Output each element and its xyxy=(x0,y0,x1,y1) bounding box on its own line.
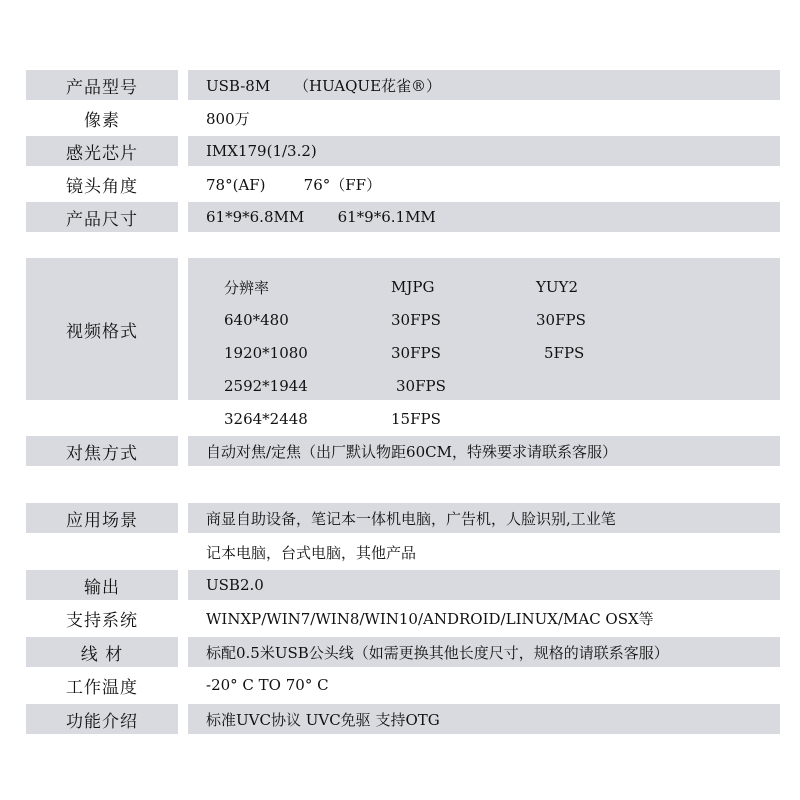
spec-row-size xyxy=(26,202,780,232)
label-applications: 应用场景 xyxy=(26,503,178,533)
spec-row-output xyxy=(26,570,780,600)
value-os: WINXP/WIN7/WIN8/WIN10/ANDROID/LINUX/MAC OSX等 xyxy=(206,609,654,628)
value-output: USB2.0 xyxy=(188,570,780,600)
video-mjpg-fps: 30FPS xyxy=(396,377,446,395)
video-line xyxy=(206,371,766,401)
spec-row-cable xyxy=(26,637,780,667)
label-model: 产品型号 xyxy=(26,70,178,100)
spec-row-lens-angle xyxy=(26,169,780,199)
video-yuy2-fps: 30FPS xyxy=(536,311,586,329)
value-applications-line2: 记本电脑，台式电脑，其他产品 xyxy=(206,543,417,562)
spec-row-sensor xyxy=(26,136,780,166)
label-cable: 线 材 xyxy=(26,637,178,667)
label-features: 功能介绍 xyxy=(26,704,178,734)
spec-row-features xyxy=(26,704,780,734)
spec-row-applications xyxy=(26,503,780,569)
label-video-format: 视频格式 xyxy=(26,258,178,400)
value-focus: 自动对焦/定焦（出厂默认物距60CM，特殊要求请联系客服） xyxy=(188,436,780,466)
value-applications-line1: 商显自助设备，笔记本一体机电脑，广告机，人脸识别,工业笔 xyxy=(188,503,780,533)
video-line xyxy=(206,404,766,434)
spec-row-focus xyxy=(26,436,780,466)
label-size: 产品尺寸 xyxy=(26,202,178,232)
video-mjpg-fps: 15FPS xyxy=(391,410,441,428)
video-last-line-cell xyxy=(188,404,780,434)
video-header-mjpg: MJPG xyxy=(391,278,435,296)
video-header-row xyxy=(206,272,766,302)
value-sensor: IMX179(1/3.2) xyxy=(188,136,780,166)
video-mjpg-fps: 30FPS xyxy=(391,344,441,362)
value-size: 61*9*6.8MM 61*9*6.1MM xyxy=(188,202,780,232)
spec-row-temperature xyxy=(26,670,780,700)
value-features: 标准UVC协议 UVC免驱 支持OTG xyxy=(188,704,780,734)
video-header-resolution: 分辨率 xyxy=(224,278,270,297)
label-sensor: 感光芯片 xyxy=(26,136,178,166)
value-lens-angle: 78°(AF) 76°（FF） xyxy=(206,175,382,194)
value-model: USB-8M （HUAQUE花雀®） xyxy=(188,70,780,100)
label-lens-angle: 镜头角度 xyxy=(66,176,138,197)
video-resolution: 640*480 xyxy=(224,311,289,329)
label-pixels: 像素 xyxy=(84,110,120,131)
video-resolution: 1920*1080 xyxy=(224,344,308,362)
video-line xyxy=(206,338,766,368)
video-resolution: 2592*1944 xyxy=(224,377,308,395)
label-output: 输出 xyxy=(26,570,178,600)
video-line xyxy=(206,305,766,335)
spec-row-pixels xyxy=(26,103,780,133)
video-mjpg-fps: 30FPS xyxy=(391,311,441,329)
video-header-yuy2: YUY2 xyxy=(536,278,578,296)
value-pixels: 800万 xyxy=(206,109,250,128)
label-temperature: 工作温度 xyxy=(66,677,138,698)
spec-row-video-format xyxy=(26,258,780,430)
value-temperature: -20° C TO 70° C xyxy=(206,676,329,694)
value-video-format xyxy=(188,258,780,400)
label-focus: 对焦方式 xyxy=(26,436,178,466)
value-cable: 标配0.5米USB公头线（如需更换其他长度尺寸，规格的请联系客服） xyxy=(188,637,780,667)
label-os: 支持系统 xyxy=(66,610,138,631)
video-resolution: 3264*2448 xyxy=(224,410,308,428)
video-yuy2-fps: 5FPS xyxy=(544,344,585,362)
spec-row-model xyxy=(26,70,780,100)
spec-row-os xyxy=(26,603,780,633)
